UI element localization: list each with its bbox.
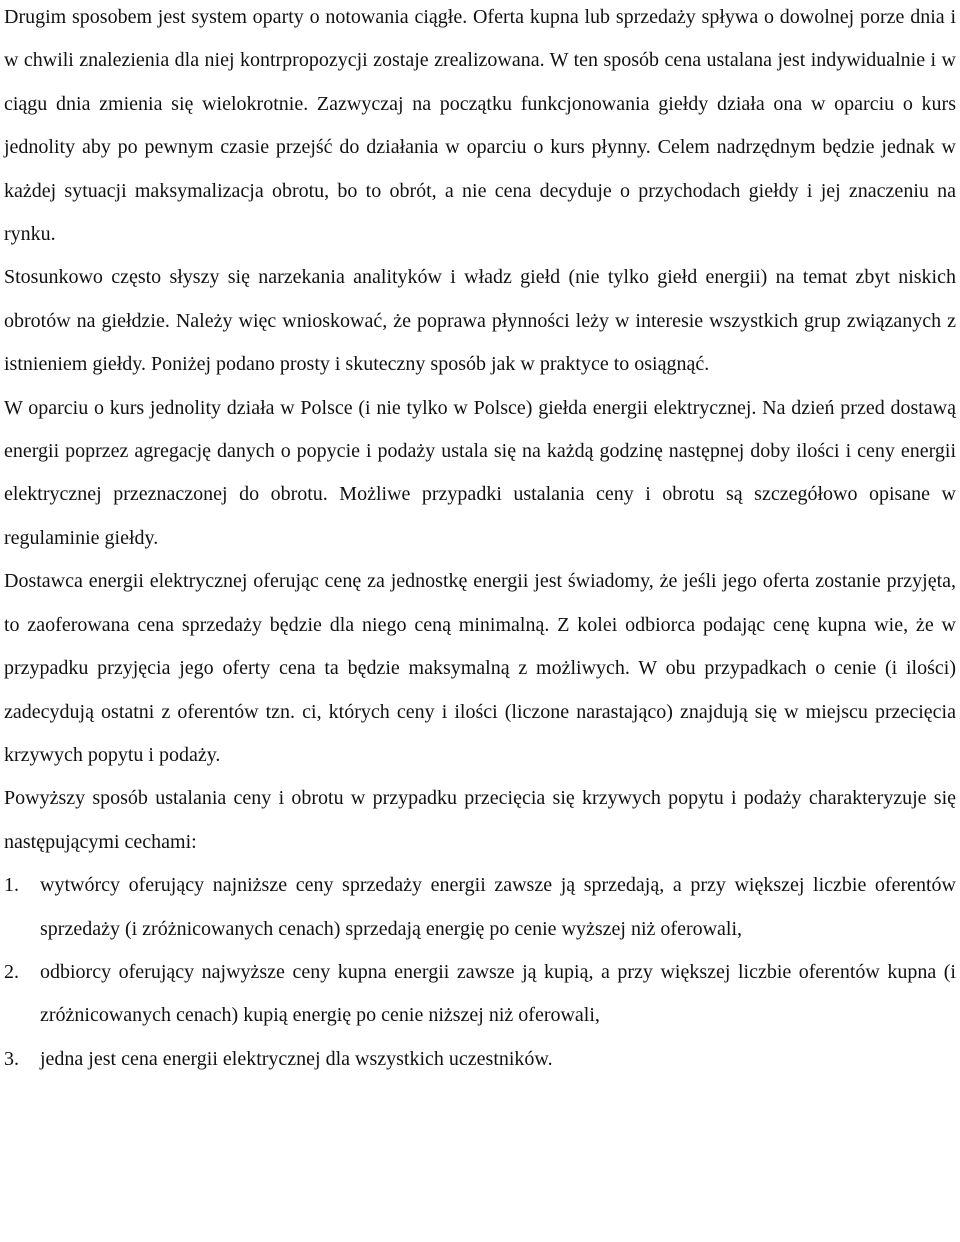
paragraph-uniform-price-poland: W oparciu o kurs jednolity działa w Polsce (i nie tylko w Polsce) giełda energii elektrycznej. Na dzień przed dostawą energii poprzez agregację danych o popycie i podaży ustala się na każdą godzinę następnej doby ilości i ceny energii elektrycznej przeznaczonej do obrotu. Możliwe przypadki ustalania ceny i obrotu są szczegółowo opisane w regulaminie giełdy. [4,396,956,549]
list-text: jedna jest cena energii elektrycznej dla wszystkich uczestników. [40,1047,553,1070]
document-page [4,0,956,1081]
paragraph-features-intro: Powyższy sposób ustalania ceny i obrotu w przypadku przecięcia się krzywych popytu i podaży charakteryzuje się następującymi cechami: [4,787,956,853]
list-number: 1. [4,874,19,897]
list-number: 2. [4,960,19,983]
paragraph-low-turnover: Stosunkowo często słyszy się narzekania analityków i władz giełd (nie tylko giełd energii) na temat zbyt niskich obrotów na giełdzie. Należy więc wnioskować, że poprawa płynności leży w interesie wszystkich grup związanych z istnieniem giełdy. Poniżej podano prosty i skuteczny sposób jak w praktyce to osiągnąć. [4,266,956,376]
paragraph-continuous-trading: Drugim sposobem jest system oparty o notowania ciągłe. Oferta kupna lub sprzedaży spływa o dowolnej porze dnia i w chwili znalezienia dla niej kontrpropozycji zostaje zrealizowana. W ten sposób cena ustalana jest indywidualnie i w ciągu dnia zmienia się wielokrotnie. Zazwyczaj na początku funkcjonowania giełdy działa ona w oparciu o kurs jednolity aby po pewnym czasie przejść do działania w oparciu o kurs płynny. Celem nadrzędnym będzie jednak w każdej sytuacji maksymalizacja obrotu, bo to obrót, a nie cena decyduje o przychodach giełdy i jej znaczeniu na rynku. [4,6,956,246]
features-list [4,864,956,1081]
list-text: wytwórcy oferujący najniższe ceny sprzedaży energii zawsze ją sprzedają, a przy większej liczbie oferentów sprzedaży (i zróżnicowanych cenach) sprzedają energię po cenie wyższej niż oferowali, [40,874,956,940]
list-item [4,951,956,1038]
list-item [4,1038,956,1081]
list-text: odbiorcy oferujący najwyższe ceny kupna energii zawsze ją kupią, a przy większej liczbie oferentów kupna (i zróżnicowanych cenach) kupią energię po cenie niższej niż oferowali, [40,960,956,1027]
list-item [4,864,956,951]
list-number: 3. [4,1047,19,1070]
paragraph-supplier-buyer: Dostawca energii elektrycznej oferując cenę za jednostkę energii jest świadomy, że jeśli jego oferta zostanie przyjęta, to zaoferowana cena sprzedaży będzie dla niego ceną minimalną. Z kolei odbiorca podając cenę kupna wie, że w przypadku przyjęcia jego oferty cena ta będzie maksymalną z możliwych. W obu przypadkach o cenie (i ilości) zadecydują ostatni z oferentów tzn. ci, których ceny i ilości (liczone narastająco) znajdują się w miejscu przecięcia krzywych popytu i podaży. [4,570,956,766]
